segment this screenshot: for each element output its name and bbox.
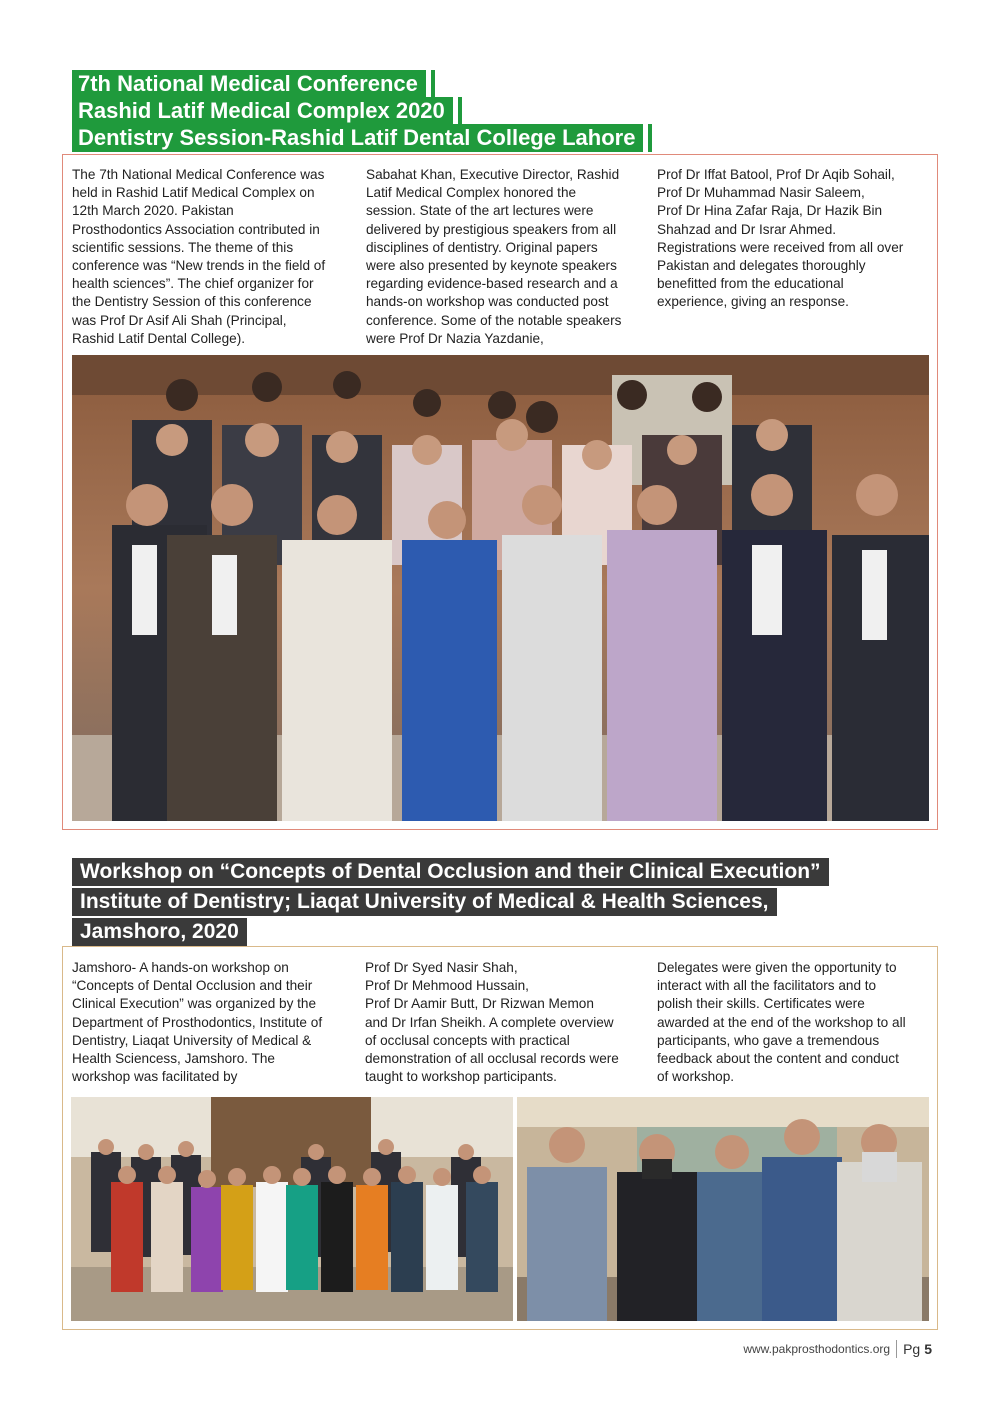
section2-column-3: Delegates were given the opportunity to interact with all the facilitators and to polish their skills. Certificates were awarded at the end of the workshop to all participants, who gave a tremendous feedback about the content and conduct of workshop. bbox=[657, 960, 906, 1085]
section2-column-2: Prof Dr Syed Nasir Shah, Prof Dr Mehmood Hussain, Prof Dr Aamir Butt, Dr Rizwan Memon and Dr Irfan Sheikh. A complete overview of occlusal concepts with practical demonstration of all occlusal records were taught to workshop participants. bbox=[365, 960, 619, 1085]
page-footer bbox=[743, 1340, 932, 1358]
section2-title-line-3: Jamshoro, 2020 bbox=[72, 918, 247, 946]
section1-column-1: The 7th National Medical Conference was held in Rashid Latif Medical Complex on 12th March 2020. Pakistan Prosthodontics Association contributed in scientific sessions. The theme of this conference was “New trends in the field of health sciences”. The chief organizer for the Dentistry Session of this conference was Prof Dr Asif Ali Shah (Principal, Rashid Latif Dental College). bbox=[72, 167, 326, 346]
section1-column-2: Sabahat Khan, Executive Director, Rashid Latif Medical Complex honored the session. State of the art lectures were delivered by prestigious speakers from all disciplines of dentistry. Original papers were also presented by keynote speakers regarding evidence-based research and a hands-on workshop was conducted post conference. Some of the notable speakers were Prof Dr Nazia Yazdanie, bbox=[366, 167, 622, 346]
section1-column-3: Prof Dr Iffat Batool, Prof Dr Aqib Sohail, Prof Dr Muhammad Nasir Saleem, Prof Dr Hina Zafar Raja, Dr Hazik Bin Shahzad and Dr Israr Ahmed. Registrations were received from all over Pakistan and delegates thoroughly benefitted from the educational experience, giving an response. bbox=[657, 167, 904, 310]
conference-group-photo bbox=[72, 355, 929, 821]
section2-column-1: Jamshoro- A hands-on workshop on “Concepts of Dental Occlusion and their Clinical Execution” was organized by the Department of Prosthodontics, Institute of Dentistry, Liaqat University of Medical & Health Sciencess, Jamshoro. The workshop was facilitated by bbox=[72, 960, 323, 1085]
footer-divider bbox=[896, 1340, 897, 1358]
website-url: www.pakprosthodontics.org bbox=[743, 1342, 891, 1356]
facilitators-photo bbox=[517, 1097, 929, 1321]
section2-title-line-1: Workshop on “Concepts of Dental Occlusion and their Clinical Execution” bbox=[72, 858, 829, 886]
section1-title-line-1: 7th National Medical Conference bbox=[72, 70, 430, 98]
workshop-group-photo bbox=[71, 1097, 513, 1321]
section1-title-line-2: Rashid Latif Medical Complex 2020 bbox=[72, 97, 457, 125]
page-number: 5 bbox=[924, 1341, 932, 1357]
page-label: Pg bbox=[903, 1341, 921, 1357]
section1-title-line-3: Dentistry Session-Rashid Latif Dental College Lahore bbox=[72, 124, 647, 152]
section2-title-line-2: Institute of Dentistry; Liaqat University of Medical & Health Sciences, bbox=[72, 888, 777, 916]
